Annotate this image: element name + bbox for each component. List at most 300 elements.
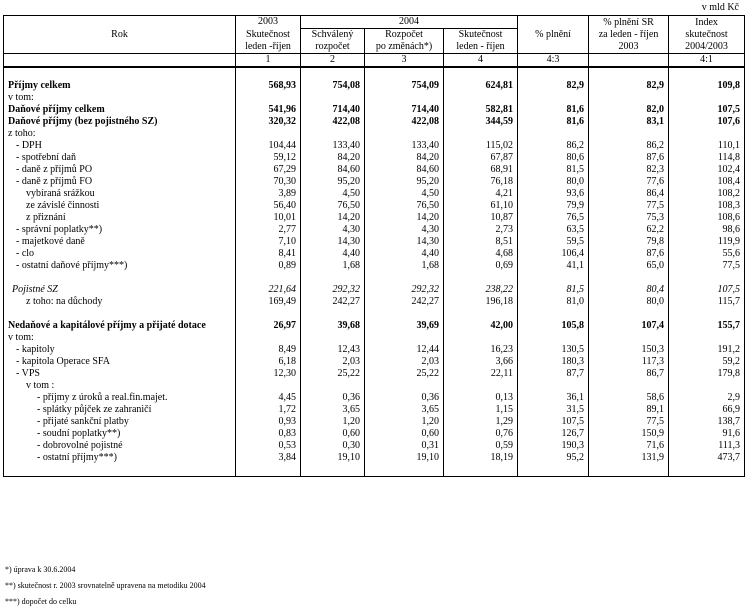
row-value-col7: 473,7 [669,452,745,464]
row-value-col7: 119,9 [669,236,745,248]
row-value-col2: 714,40 [301,104,365,116]
header-num-6 [589,54,669,68]
row-value-col7 [669,272,745,284]
row-label: z toho: na důchody [4,296,236,308]
row-value-col4: 10,87 [444,212,518,224]
row-value-col6: 75,3 [589,212,669,224]
row-value-col5 [518,92,589,104]
row-value-col5 [518,308,589,320]
table-row [4,464,745,477]
row-value-col2: 95,20 [301,176,365,188]
table-row [4,308,745,320]
row-value-col7: 109,8 [669,80,745,92]
row-value-col4: 4,68 [444,248,518,260]
row-value-col1: 104,44 [236,140,301,152]
row-value-col4: 115,02 [444,140,518,152]
table-row [4,176,745,188]
row-value-col3 [365,92,444,104]
row-value-col3: 84,60 [365,164,444,176]
row-label: Příjmy celkem [4,80,236,92]
row-value-col4: 0,13 [444,392,518,404]
header-num-1: 1 [236,54,301,68]
table-row [4,92,745,104]
row-value-col3: 39,69 [365,320,444,332]
row-value-col2 [301,128,365,140]
row-label: Daňové příjmy celkem [4,104,236,116]
row-value-col5: 31,5 [518,404,589,416]
row-label: z toho: [4,128,236,140]
table-row [4,260,745,272]
row-value-col1 [236,92,301,104]
row-value-col6: 77,6 [589,176,669,188]
row-value-col2: 133,40 [301,140,365,152]
table-row [4,380,745,392]
table-row [4,212,745,224]
header-c6-l2: za leden - říjen [598,28,659,40]
row-value-col5: 41,1 [518,260,589,272]
row-value-col5: 81,5 [518,284,589,296]
row-value-col2 [301,92,365,104]
table-row [4,236,745,248]
row-value-col2 [301,380,365,392]
header-num-4: 4 [444,54,518,68]
row-value-col3: 422,08 [365,116,444,128]
header-c7 [669,16,745,54]
row-label: - splátky půjček ze zahraničí [4,404,236,416]
row-value-col2: 39,68 [301,320,365,332]
row-value-col1: 1,72 [236,404,301,416]
header-num-5: 4:3 [518,54,589,68]
row-value-col1: 10,01 [236,212,301,224]
row-value-col6: 77,5 [589,416,669,428]
row-label [4,67,236,80]
row-value-col4 [444,308,518,320]
row-value-col3: 1,20 [365,416,444,428]
table-row [4,452,745,464]
row-value-col3: 0,36 [365,392,444,404]
row-value-col4: 76,18 [444,176,518,188]
row-value-col5 [518,380,589,392]
row-value-col5: 81,6 [518,116,589,128]
row-value-col5 [518,332,589,344]
row-value-col4: 344,59 [444,116,518,128]
row-value-col4 [444,92,518,104]
row-value-col1: 8,49 [236,344,301,356]
row-value-col6: 131,9 [589,452,669,464]
row-value-col2: 754,08 [301,80,365,92]
row-value-col5: 63,5 [518,224,589,236]
row-value-col2: 4,40 [301,248,365,260]
row-value-col1: 67,29 [236,164,301,176]
row-value-col3: 4,50 [365,188,444,200]
table-row [4,392,745,404]
row-value-col4: 67,87 [444,152,518,164]
row-label: - clo [4,248,236,260]
row-value-col6: 65,0 [589,260,669,272]
header-2004: 2004 [301,16,518,29]
header-c7-l3: 2004/2003 [685,40,728,52]
row-label: - správní poplatky**) [4,224,236,236]
row-value-col3: 14,20 [365,212,444,224]
table-row [4,296,745,308]
row-value-col6 [589,464,669,477]
row-value-col3: 242,27 [365,296,444,308]
row-value-col3 [365,308,444,320]
row-value-col4 [444,332,518,344]
row-label: - dobrovolné pojistné [4,440,236,452]
row-value-col2: 14,20 [301,212,365,224]
row-value-col3: 0,31 [365,440,444,452]
row-value-col6 [589,380,669,392]
row-value-col1: 8,41 [236,248,301,260]
row-value-col3 [365,332,444,344]
row-label: - DPH [4,140,236,152]
table-row [4,416,745,428]
row-value-col6 [589,272,669,284]
row-value-col3: 0,60 [365,428,444,440]
row-value-col3: 76,50 [365,200,444,212]
row-value-col6: 150,3 [589,344,669,356]
row-value-col7 [669,332,745,344]
table-body [4,67,745,477]
row-label: - VPS [4,368,236,380]
row-label: - přijaté sankční platby [4,416,236,428]
row-value-col2: 0,60 [301,428,365,440]
row-value-col4 [444,128,518,140]
budget-table [3,15,745,477]
row-label: - kapitoly [4,344,236,356]
row-value-col4: 624,81 [444,80,518,92]
row-value-col6: 86,4 [589,188,669,200]
row-value-col3: 4,30 [365,224,444,236]
row-value-col5: 105,8 [518,320,589,332]
row-value-col5: 80,6 [518,152,589,164]
row-value-col2: 242,27 [301,296,365,308]
header-row-years [4,16,745,29]
row-value-col1 [236,272,301,284]
footnote: **) skutečnost r. 2003 srovnatelně upravena na metodiku 2004 [5,581,206,590]
header-num-2: 2 [301,54,365,68]
row-value-col5: 82,9 [518,80,589,92]
row-value-col1 [236,308,301,320]
header-num-7: 4:1 [669,54,745,68]
header-c7-l1: Index [695,16,718,28]
row-value-col1: 221,64 [236,284,301,296]
row-label: - spotřební daň [4,152,236,164]
row-value-col5: 130,5 [518,344,589,356]
row-value-col2 [301,464,365,477]
row-value-col4: 18,19 [444,452,518,464]
row-value-col5: 59,5 [518,236,589,248]
row-value-col4: 1,15 [444,404,518,416]
row-value-col4: 196,18 [444,296,518,308]
row-value-col5: 79,9 [518,200,589,212]
row-value-col3 [365,128,444,140]
row-value-col4: 238,22 [444,284,518,296]
row-value-col7 [669,128,745,140]
row-value-col6: 83,1 [589,116,669,128]
row-value-col5: 95,2 [518,452,589,464]
row-value-col3: 19,10 [365,452,444,464]
table-row [4,224,745,236]
unit-label: v mld Kč [701,2,739,13]
row-value-col7: 108,6 [669,212,745,224]
header-c5: % plnění [518,16,589,54]
row-value-col5: 190,3 [518,440,589,452]
row-value-col7: 138,7 [669,416,745,428]
row-label: v tom: [4,332,236,344]
row-label: vybíraná srážkou [4,188,236,200]
row-value-col6 [589,128,669,140]
row-value-col3: 754,09 [365,80,444,92]
row-label [4,272,236,284]
row-value-col7: 77,5 [669,260,745,272]
row-value-col2: 1,68 [301,260,365,272]
row-value-col4: 3,66 [444,356,518,368]
row-value-col3: 14,30 [365,236,444,248]
row-value-col4: 582,81 [444,104,518,116]
row-value-col2: 4,50 [301,188,365,200]
header-c1 [236,29,301,54]
row-value-col6 [589,332,669,344]
table-row [4,116,745,128]
table-row [4,200,745,212]
row-value-col1 [236,128,301,140]
row-value-col6: 86,7 [589,368,669,380]
table-row [4,440,745,452]
footnote: *) úprava k 30.6.2004 [5,565,76,574]
row-value-col7: 55,6 [669,248,745,260]
table-row [4,104,745,116]
footnotes [5,562,206,610]
row-value-col5: 81,6 [518,104,589,116]
table-row [4,80,745,92]
row-value-col2: 84,60 [301,164,365,176]
row-value-col5: 76,5 [518,212,589,224]
table-row [4,368,745,380]
table-row [4,332,745,344]
row-value-col3: 714,40 [365,104,444,116]
row-value-col3 [365,272,444,284]
row-label: z přiznání [4,212,236,224]
row-label: Daňové příjmy (bez pojistného SZ) [4,116,236,128]
row-label: Pojistné SZ [4,284,236,296]
header-c6-l1: % plnění SR [603,16,654,28]
row-value-col5: 107,5 [518,416,589,428]
row-value-col2: 0,36 [301,392,365,404]
row-value-col2 [301,272,365,284]
row-value-col2: 84,20 [301,152,365,164]
row-value-col4 [444,67,518,80]
header-c3-l2: po změnách*) [375,41,433,52]
row-value-col5 [518,464,589,477]
row-value-col4: 0,59 [444,440,518,452]
row-label: - soudní poplatky**) [4,428,236,440]
row-value-col7: 102,4 [669,164,745,176]
row-value-col5 [518,128,589,140]
row-value-col1: 541,96 [236,104,301,116]
header-c4-l2: leden - říjen [456,41,505,52]
header-c1-l2: leden -říjen [245,40,291,52]
row-value-col5: 36,1 [518,392,589,404]
header-c2-l2: rozpočet [315,41,350,52]
row-value-col1 [236,67,301,80]
table-row [4,356,745,368]
row-value-col3 [365,67,444,80]
row-value-col5: 80,0 [518,176,589,188]
table-row [4,188,745,200]
row-value-col2: 4,30 [301,224,365,236]
row-value-col1: 320,32 [236,116,301,128]
row-label: Nedaňové a kapitálové příjmy a přijaté dotace [4,320,236,332]
row-value-col2: 12,43 [301,344,365,356]
row-value-col6: 58,6 [589,392,669,404]
header-c2 [301,29,365,54]
row-value-col3: 292,32 [365,284,444,296]
row-value-col2: 422,08 [301,116,365,128]
row-value-col7: 108,4 [669,176,745,188]
table-row [4,428,745,440]
footnote: ***) dopočet do celku [5,597,77,606]
row-value-col4: 8,51 [444,236,518,248]
row-value-col6: 89,1 [589,404,669,416]
row-value-col7: 107,5 [669,284,745,296]
row-value-col2 [301,308,365,320]
row-value-col1 [236,332,301,344]
row-value-col2: 1,20 [301,416,365,428]
row-value-col3: 1,68 [365,260,444,272]
row-label: - kapitola Operace SFA [4,356,236,368]
row-value-col2: 76,50 [301,200,365,212]
row-value-col6: 150,9 [589,428,669,440]
row-value-col7: 108,3 [669,200,745,212]
row-value-col3: 133,40 [365,140,444,152]
row-value-col6 [589,92,669,104]
row-value-col1: 3,89 [236,188,301,200]
row-label: - ostatní příjmy***) [4,452,236,464]
row-value-col7 [669,380,745,392]
row-value-col5: 81,5 [518,164,589,176]
row-value-col4: 61,10 [444,200,518,212]
header-num-blank [4,54,236,68]
row-value-col4: 42,00 [444,320,518,332]
header-2003: 2003 [236,16,301,29]
row-value-col7: 98,6 [669,224,745,236]
row-label [4,308,236,320]
row-value-col3: 4,40 [365,248,444,260]
row-value-col7 [669,67,745,80]
row-label: - daně z příjmů FO [4,176,236,188]
row-value-col7: 59,2 [669,356,745,368]
row-value-col6: 117,3 [589,356,669,368]
row-value-col3: 95,20 [365,176,444,188]
row-value-col2 [301,67,365,80]
table-row [4,284,745,296]
header-num-3: 3 [365,54,444,68]
row-value-col7: 179,8 [669,368,745,380]
header-c3 [365,29,444,54]
row-value-col1: 6,18 [236,356,301,368]
row-value-col5: 87,7 [518,368,589,380]
row-label [4,464,236,477]
row-value-col5 [518,67,589,80]
row-value-col5: 93,6 [518,188,589,200]
row-value-col6: 87,6 [589,248,669,260]
row-value-col7: 191,2 [669,344,745,356]
row-value-col6: 71,6 [589,440,669,452]
row-value-col6: 80,0 [589,296,669,308]
row-value-col1: 3,84 [236,452,301,464]
header-c3-l1: Rozpočet [385,29,423,40]
row-value-col1: 0,83 [236,428,301,440]
row-value-col4: 22,11 [444,368,518,380]
row-value-col2: 2,03 [301,356,365,368]
header-c6-l3: 2003 [618,40,639,52]
row-value-col7: 115,7 [669,296,745,308]
row-value-col7 [669,464,745,477]
row-label: v tom : [4,380,236,392]
row-value-col4 [444,464,518,477]
row-value-col5: 81,0 [518,296,589,308]
row-value-col4: 68,91 [444,164,518,176]
row-value-col1: 56,40 [236,200,301,212]
row-value-col4: 4,21 [444,188,518,200]
table-row [4,67,745,80]
row-label: - daně z příjmů PO [4,164,236,176]
row-value-col1: 2,77 [236,224,301,236]
row-value-col4: 0,76 [444,428,518,440]
row-value-col6: 82,3 [589,164,669,176]
row-label: - příjmy z úroků a real.fin.majet. [4,392,236,404]
row-value-col2: 25,22 [301,368,365,380]
table-row [4,320,745,332]
header-c7-l2: skutečnost [685,28,728,40]
header-c2-l1: Schválený [311,29,354,40]
row-value-col7: 107,6 [669,116,745,128]
row-label: v tom: [4,92,236,104]
row-value-col2: 14,30 [301,236,365,248]
header-c6 [589,16,669,54]
row-value-col7 [669,308,745,320]
row-value-col6: 107,4 [589,320,669,332]
row-value-col3 [365,380,444,392]
row-value-col2: 3,65 [301,404,365,416]
row-value-col3: 12,44 [365,344,444,356]
header-c4 [444,29,518,54]
row-value-col1: 4,45 [236,392,301,404]
table-row [4,344,745,356]
row-value-col3: 25,22 [365,368,444,380]
row-value-col7: 110,1 [669,140,745,152]
row-value-col7: 108,2 [669,188,745,200]
row-value-col4 [444,272,518,284]
row-value-col3 [365,464,444,477]
row-value-col6: 82,0 [589,104,669,116]
row-value-col7: 66,9 [669,404,745,416]
row-value-col4: 0,69 [444,260,518,272]
row-value-col2: 0,30 [301,440,365,452]
row-value-col7: 2,9 [669,392,745,404]
header-row-numbers [4,54,745,68]
row-value-col1: 568,93 [236,80,301,92]
row-label: ze závislé činnosti [4,200,236,212]
row-value-col1: 7,10 [236,236,301,248]
row-value-col1 [236,380,301,392]
row-value-col2: 292,32 [301,284,365,296]
row-value-col3: 3,65 [365,404,444,416]
row-value-col7 [669,92,745,104]
row-value-col3: 84,20 [365,152,444,164]
